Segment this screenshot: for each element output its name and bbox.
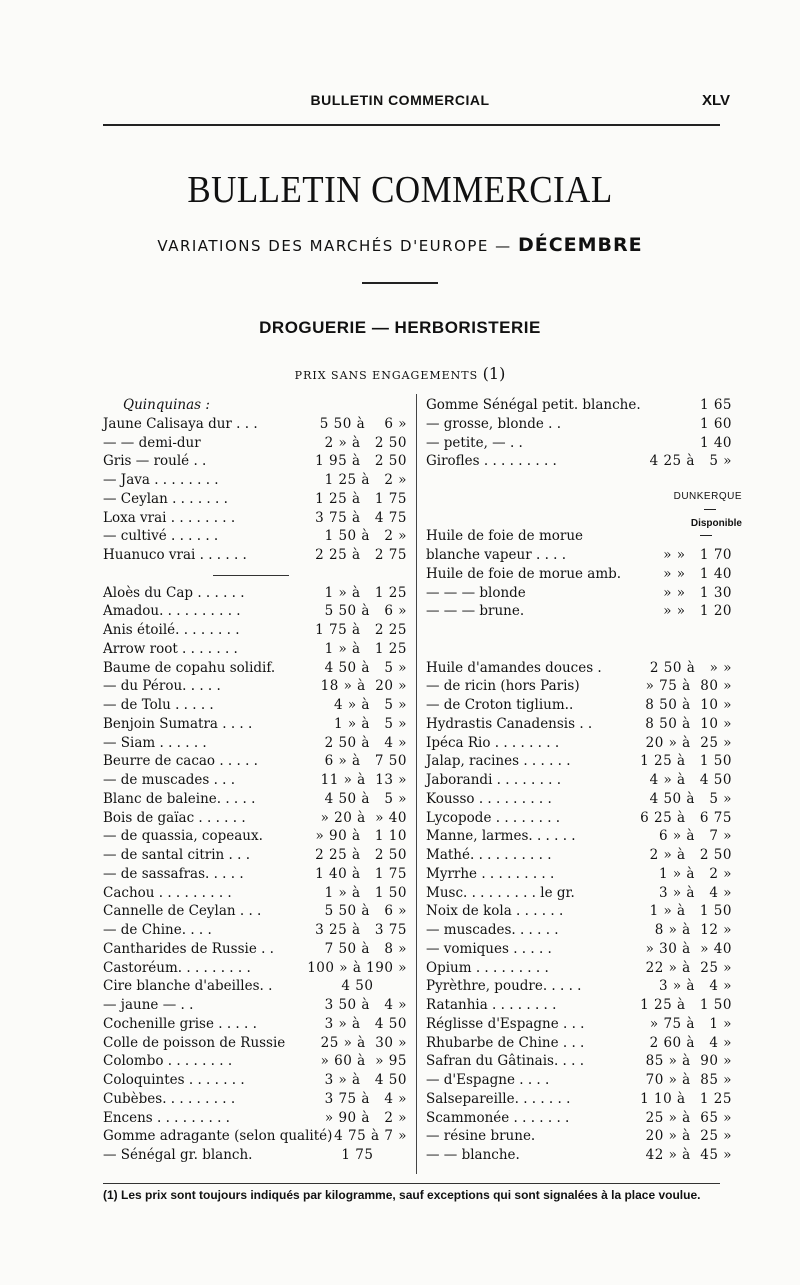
dunkerque-dash xyxy=(700,535,712,536)
price-row xyxy=(426,677,742,696)
item-price: 2 » à 2 50 xyxy=(649,847,732,863)
price-row xyxy=(103,752,409,771)
item-price: 1 50 à 2 » xyxy=(324,528,407,545)
item-price: 4 75 à 7 » xyxy=(334,1128,407,1145)
price-row xyxy=(426,527,742,546)
item-label: Jaborandi . . . . . . . . xyxy=(426,772,562,788)
item-label: Mathé. . . . . . . . . . xyxy=(426,847,552,863)
item-label: — Java . . . . . . . . xyxy=(103,472,219,488)
item-label: Anis étoilé. . . . . . . . xyxy=(103,622,240,638)
item-label: Benjoin Sumatra . . . . xyxy=(103,715,253,732)
item-label: Encens . . . . . . . . . xyxy=(103,1109,230,1126)
price-row xyxy=(426,752,742,771)
item-price: 4 50 à 5 » xyxy=(324,659,407,676)
item-label: Baume de copahu solidif. xyxy=(103,659,276,676)
item-label: Beurre de cacao . . . . . xyxy=(103,753,258,770)
price-row xyxy=(103,471,409,490)
item-label: — — — brune. xyxy=(426,603,525,620)
item-label: — de Tolu . . . . . xyxy=(103,697,214,713)
item-price: 2 50 à 4 » xyxy=(324,734,407,751)
item-label: Cochenille grise . . . . . xyxy=(103,1015,257,1032)
item-price: 1 » à 1 25 xyxy=(324,640,407,657)
price-row xyxy=(426,1071,742,1090)
item-label: Quinquinas : xyxy=(123,397,210,413)
item-label: — petite, — . . xyxy=(426,434,523,451)
item-price: 70 » à 85 » xyxy=(645,1072,732,1088)
item-price: 1 25 à 1 50 xyxy=(640,753,732,770)
page-number: XLV xyxy=(701,92,730,109)
item-price: 1 25 à 1 75 xyxy=(315,490,407,507)
item-price: » » 1 70 xyxy=(663,547,732,563)
item-price: 20 » à 25 » xyxy=(645,734,732,751)
item-price: 2 60 à 4 » xyxy=(649,1034,732,1051)
price-row xyxy=(426,396,742,415)
running-title: BULLETIN COMMERCIAL xyxy=(310,92,490,108)
item-price: 5 50 à 6 » xyxy=(324,903,407,920)
item-price: 4 50 à 5 » xyxy=(649,790,732,807)
item-label: Loxa vrai . . . . . . . . xyxy=(103,509,236,526)
price-row xyxy=(426,1127,742,1146)
title-rule xyxy=(362,282,438,284)
item-price: 25 » à 65 » xyxy=(645,1109,732,1126)
price-row xyxy=(103,1090,409,1109)
item-price: 6 » à 7 » xyxy=(659,828,732,845)
item-label: — de santal citrin . . . xyxy=(103,847,250,863)
item-price: 3 75 à 4 » xyxy=(324,1090,407,1107)
price-row xyxy=(103,415,409,434)
item-price: 4 » à 5 » xyxy=(334,697,407,713)
price-row xyxy=(103,1109,409,1128)
subtitle-prefix: VARIATIONS DES MARCHÉS D'EUROPE — xyxy=(157,237,518,255)
item-price: 8 » à 12 » xyxy=(654,922,732,938)
item-label: Lycopode . . . . . . . . xyxy=(426,809,561,826)
price-row xyxy=(426,434,742,453)
item-label: — — demi-dur xyxy=(103,434,201,451)
item-price: 1 » à 5 » xyxy=(334,715,407,732)
item-price: » 90 à 1 10 xyxy=(315,828,407,845)
price-row xyxy=(426,977,742,996)
item-price: 5 50 à 6 » xyxy=(319,415,407,432)
item-label: Scammonée . . . . . . . xyxy=(426,1109,570,1126)
item-price: » 20 à » 40 xyxy=(320,809,407,826)
item-label: Pyrèthre, poudre. . . . . xyxy=(426,978,582,995)
price-row xyxy=(103,1146,409,1165)
price-row xyxy=(426,415,742,434)
item-label: Rhubarbe de Chine . . . xyxy=(426,1034,585,1051)
item-label: Kousso . . . . . . . . . xyxy=(426,790,552,807)
price-row xyxy=(426,546,742,565)
item-price: 100 » à 190 » xyxy=(307,959,407,976)
item-price: 1 25 à 1 50 xyxy=(640,997,732,1013)
item-label: — de Chine. . . . xyxy=(103,922,212,938)
item-price: 1 75 xyxy=(341,1147,407,1163)
price-row xyxy=(426,1052,742,1071)
item-label: Cantharides de Russie . . xyxy=(103,940,274,957)
item-price: 4 50 xyxy=(341,978,407,995)
price-row xyxy=(426,602,742,621)
price-row xyxy=(103,884,409,903)
item-price: 11 » à 13 » xyxy=(320,772,407,788)
item-label: — du Pérou. . . . . xyxy=(103,678,221,695)
price-row xyxy=(426,565,742,584)
item-label: — de muscades . . . xyxy=(103,772,236,788)
item-label: Myrrhe . . . . . . . . . xyxy=(426,865,555,882)
price-row xyxy=(426,1015,742,1034)
item-price: » » 1 20 xyxy=(663,603,732,620)
item-price: 20 » à 25 » xyxy=(645,1128,732,1145)
item-label: Gomme Sénégal petit. blanche. xyxy=(426,397,641,413)
item-price: 18 » à 20 » xyxy=(320,678,407,695)
price-row xyxy=(103,490,409,509)
price-row xyxy=(103,1127,409,1146)
price-row xyxy=(426,1109,742,1128)
item-label: — vomiques . . . . . xyxy=(426,940,552,957)
item-price: 7 50 à 8 » xyxy=(324,940,407,957)
item-price: 1 40 à 1 75 xyxy=(315,865,407,882)
price-row xyxy=(103,790,409,809)
section-separator xyxy=(213,575,289,576)
price-row xyxy=(103,659,409,678)
item-label: Manne, larmes. . . . . . xyxy=(426,828,576,845)
price-row xyxy=(103,715,409,734)
price-row xyxy=(426,996,742,1015)
item-label: Gris — roulé . . xyxy=(103,453,207,470)
footnote-rule xyxy=(103,1183,720,1184)
item-label: Huile de foie de morue amb. xyxy=(426,565,622,582)
price-row xyxy=(426,809,742,828)
item-label: — cultivé . . . . . . xyxy=(103,528,219,545)
price-row xyxy=(103,584,409,603)
item-label: — — blanche. xyxy=(426,1147,520,1163)
prix-note-text: PRIX SANS ENGAGEMENTS xyxy=(294,369,483,382)
item-price: 1 65 xyxy=(699,397,732,413)
price-row xyxy=(426,1090,742,1109)
item-price: 3 50 à 4 » xyxy=(324,997,407,1013)
item-label: Arrow root . . . . . . . xyxy=(103,640,238,657)
item-label: — de sassafras. . . . . xyxy=(103,865,244,882)
item-price: » 60 à » 95 xyxy=(320,1053,407,1070)
item-label: — de quassia, copeaux. xyxy=(103,828,263,845)
dunkerque-heading: DUNKERQUE xyxy=(673,491,742,502)
item-price: 1 75 à 2 25 xyxy=(315,622,407,638)
item-price: 4 » à 4 50 xyxy=(649,772,732,788)
price-row xyxy=(103,846,409,865)
price-row xyxy=(426,940,742,959)
item-price: 42 » à 45 » xyxy=(645,1147,732,1163)
item-price: 3 » à 4 50 xyxy=(324,1072,407,1088)
item-price: 3 25 à 3 75 xyxy=(315,922,407,938)
item-label: Hydrastis Canadensis . . xyxy=(426,715,593,732)
item-price: » 30 à » 40 xyxy=(645,940,732,957)
price-row xyxy=(426,584,742,603)
price-row xyxy=(103,809,409,828)
price-row xyxy=(103,865,409,884)
price-row xyxy=(426,827,742,846)
price-row xyxy=(426,865,742,884)
item-label: Cachou . . . . . . . . . xyxy=(103,884,232,901)
item-label: — d'Espagne . . . . xyxy=(426,1072,550,1088)
item-price: 6 25 à 6 75 xyxy=(640,809,732,826)
item-price: 6 » à 7 50 xyxy=(324,753,407,770)
item-price: 25 » à 30 » xyxy=(320,1034,407,1051)
item-label: Safran du Gâtinais. . . . xyxy=(426,1053,585,1070)
price-row xyxy=(103,959,409,978)
item-label: Girofles . . . . . . . . . xyxy=(426,453,557,470)
item-price: 1 10 à 1 25 xyxy=(640,1090,732,1107)
price-row xyxy=(426,452,742,471)
item-price: 1 25 à 2 » xyxy=(324,472,407,488)
item-label: — jaune — . . xyxy=(103,997,194,1013)
item-label: Salsepareille. . . . . . . xyxy=(426,1090,571,1107)
price-row xyxy=(103,640,409,659)
prix-note-ref: (1) xyxy=(482,364,506,383)
price-row xyxy=(103,1034,409,1053)
item-price: 1 » à 1 50 xyxy=(324,884,407,901)
price-row xyxy=(103,902,409,921)
item-label: — muscades. . . . . . xyxy=(426,922,559,938)
price-row xyxy=(426,921,742,940)
price-row xyxy=(103,1015,409,1034)
price-row xyxy=(426,659,742,678)
item-label: Gomme adragante (selon qualité) xyxy=(103,1128,333,1145)
item-label: — grosse, blonde . . xyxy=(426,415,562,432)
price-row xyxy=(103,977,409,996)
item-price: 3 » à 4 50 xyxy=(324,1015,407,1032)
price-row xyxy=(426,1146,742,1165)
item-label: — Ceylan . . . . . . . xyxy=(103,490,228,507)
price-row xyxy=(103,527,409,546)
item-label: Colombo . . . . . . . . xyxy=(103,1053,233,1070)
item-price: 2 25 à 2 75 xyxy=(315,547,407,563)
item-price: 5 50 à 6 » xyxy=(324,603,407,620)
item-price: » » 1 40 xyxy=(663,565,732,582)
item-price: 3 » à 4 » xyxy=(659,978,732,995)
item-price: 2 50 à » » xyxy=(649,659,732,676)
price-row xyxy=(103,940,409,959)
price-row xyxy=(103,452,409,471)
item-label: Huile de foie de morue xyxy=(426,528,584,545)
item-price: » 75 à 1 » xyxy=(649,1015,732,1032)
price-row xyxy=(103,921,409,940)
column-divider xyxy=(416,394,417,1174)
item-label: Cannelle de Ceylan . . . xyxy=(103,903,262,920)
item-label: Aloès du Cap . . . . . . xyxy=(103,584,245,601)
price-row xyxy=(426,696,742,715)
price-row xyxy=(103,396,409,415)
item-label: — résine brune. xyxy=(426,1128,536,1145)
prix-note xyxy=(0,364,800,383)
item-label: — Siam . . . . . . xyxy=(103,734,207,751)
price-row xyxy=(103,434,409,453)
item-price: 3 » à 4 » xyxy=(659,884,732,901)
price-row xyxy=(426,734,742,753)
item-price: 8 50 à 10 » xyxy=(645,715,732,732)
price-row xyxy=(103,996,409,1015)
disponible-label: Disponible xyxy=(690,518,742,529)
price-row xyxy=(426,959,742,978)
item-label: Blanc de baleine. . . . . xyxy=(103,790,256,807)
item-label: Castoréum. . . . . . . . . xyxy=(103,959,251,976)
item-label: — Sénégal gr. blanch. xyxy=(103,1147,253,1163)
price-row xyxy=(103,677,409,696)
price-row xyxy=(103,696,409,715)
subtitle xyxy=(0,234,800,256)
item-label: blanche vapeur . . . . xyxy=(426,547,567,563)
section-title: DROGUERIE — HERBORISTERIE xyxy=(259,318,541,337)
price-row xyxy=(426,790,742,809)
item-label: — de Croton tiglium.. xyxy=(426,697,574,713)
item-label: Opium . . . . . . . . . xyxy=(426,959,549,976)
item-label: Cire blanche d'abeilles. . xyxy=(103,978,273,995)
item-label: — — — blonde xyxy=(426,584,526,601)
price-row xyxy=(426,771,742,790)
price-row xyxy=(103,602,409,621)
item-label: — de ricin (hors Paris) xyxy=(426,678,580,695)
item-price: 22 » à 25 » xyxy=(645,959,732,976)
item-price: 2 » à 2 50 xyxy=(324,434,407,451)
price-row xyxy=(426,884,742,903)
item-label: Ratanhia . . . . . . . . xyxy=(426,997,557,1013)
item-price: 1 » à 1 25 xyxy=(324,584,407,601)
item-price: » » 1 30 xyxy=(663,584,732,601)
item-label: Noix de kola . . . . . . xyxy=(426,903,564,920)
item-price: 1 95 à 2 50 xyxy=(315,453,407,470)
price-row xyxy=(426,1034,742,1053)
item-price: 4 25 à 5 » xyxy=(649,453,732,470)
price-row xyxy=(103,827,409,846)
price-row xyxy=(103,509,409,528)
item-label: Jaune Calisaya dur . . . xyxy=(103,415,258,432)
item-label: Colle de poisson de Russie xyxy=(103,1034,286,1051)
item-label: Huile d'amandes douces . xyxy=(426,659,602,676)
price-row xyxy=(426,846,742,865)
item-price: 1 60 xyxy=(699,415,732,432)
item-price: » 90 à 2 » xyxy=(324,1109,407,1126)
item-label: Jalap, racines . . . . . . xyxy=(426,753,571,770)
item-label: Bois de gaïac . . . . . . xyxy=(103,809,246,826)
item-price: 4 50 à 5 » xyxy=(324,790,407,807)
item-price: 3 75 à 4 75 xyxy=(315,509,407,526)
item-price: 2 25 à 2 50 xyxy=(315,847,407,863)
item-price: 1 » à 1 50 xyxy=(649,903,732,920)
dunkerque-rule xyxy=(704,509,716,510)
item-label: Cubèbes. . . . . . . . . xyxy=(103,1090,236,1107)
item-label: Amadou. . . . . . . . . . xyxy=(103,603,241,620)
price-row xyxy=(103,1052,409,1071)
subtitle-month: DÉCEMBRE xyxy=(517,234,643,256)
item-price: 8 50 à 10 » xyxy=(645,697,732,713)
footnote: (1) Les prix sont toujours indiqués par kilogramme, sauf exceptions qui sont signalées à la place voulue. xyxy=(103,1188,701,1202)
price-row xyxy=(103,734,409,753)
price-row xyxy=(103,771,409,790)
item-price: 85 » à 90 » xyxy=(645,1053,732,1070)
price-row xyxy=(426,902,742,921)
price-row xyxy=(426,715,742,734)
item-label: Réglisse d'Espagne . . . xyxy=(426,1015,585,1032)
item-price: 1 » à 2 » xyxy=(659,865,732,882)
price-row xyxy=(103,546,409,565)
page-title: BULLETIN COMMERCIAL xyxy=(187,169,613,211)
item-label: Musc. . . . . . . . . le gr. xyxy=(426,884,575,901)
price-row xyxy=(103,621,409,640)
header-rule xyxy=(103,124,720,126)
item-price: 1 40 xyxy=(699,434,732,451)
item-label: Ipéca Rio . . . . . . . . xyxy=(426,734,560,751)
price-row xyxy=(103,1071,409,1090)
item-price: » 75 à 80 » xyxy=(645,678,732,695)
item-label: Huanuco vrai . . . . . . xyxy=(103,547,247,563)
item-label: Coloquintes . . . . . . . xyxy=(103,1072,245,1088)
